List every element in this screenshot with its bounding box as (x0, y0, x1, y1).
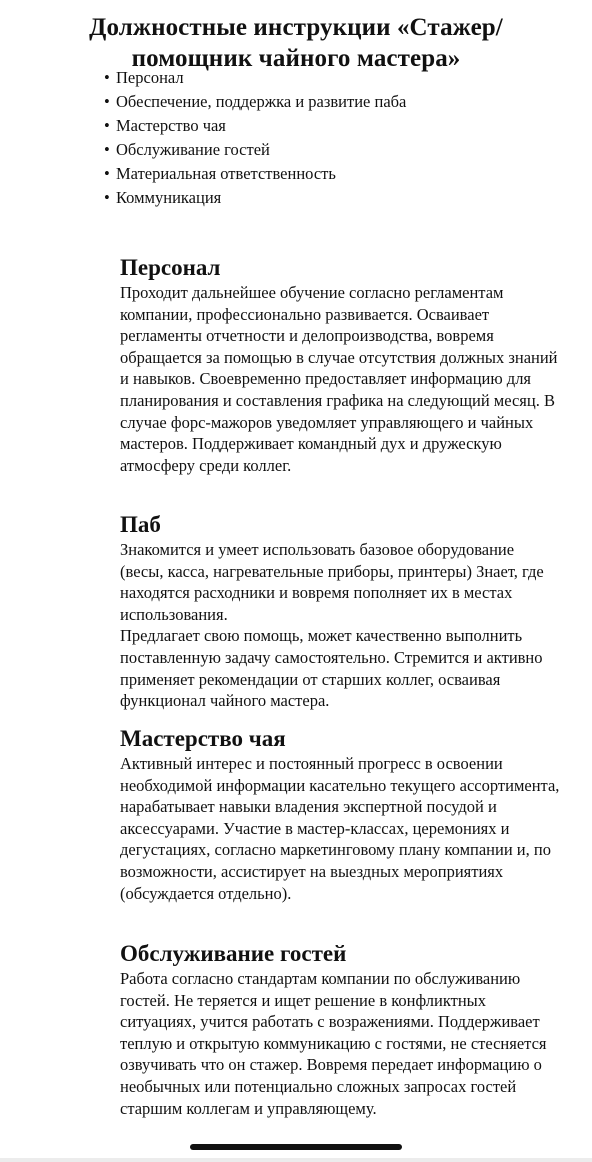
section-heading: Обслуживание гостей (120, 941, 347, 966)
toc-item-pub-support: • Обеспечение, поддержка и развитие паба (104, 90, 406, 114)
section-paragraph: Предлагает свою помощь, может качественно выполнить поставленную задачу самостоятельно. Стремится и активно применяет рекомендации от старших коллег, осваивая функционал чайного мастера. (120, 626, 543, 711)
document-title: Должностные инструкции «Стажер/ помощник чайного мастера» (89, 14, 503, 72)
section-pub (120, 511, 560, 712)
toc-item-communication: • Коммуникация (104, 186, 406, 210)
toc-item-personnel: • Персонал (104, 66, 406, 90)
section-personnel (120, 254, 560, 476)
section-heading: Паб (120, 512, 161, 537)
section-guest-service (120, 940, 560, 1119)
table-of-contents (104, 66, 406, 210)
section-heading: Мастерство чая (120, 726, 286, 751)
toc-item-material-responsibility: • Материальная ответственность (104, 162, 406, 186)
section-paragraph: Работа согласно стандартам компании по обслуживанию гостей. Не теряется и ищет решение в конфликтных ситуациях, учится работать с возражениями. Поддерживает теплую и открытую коммуникацию с гостями, не стесняется озвучивать что он стажер. Вовремя передает информацию о необычных или потенциально сложных запросах гостей старшим коллегам и управляющему. (120, 969, 547, 1118)
toc-item-tea-mastery: • Мастерство чая (104, 114, 406, 138)
section-heading: Персонал (120, 255, 221, 280)
home-indicator[interactable] (190, 1144, 402, 1150)
section-tea-mastery (120, 725, 560, 904)
toc-item-guest-service: • Обслуживание гостей (104, 138, 406, 162)
bottom-edge (0, 1158, 592, 1162)
section-paragraph: Проходит дальнейшее обучение согласно регламентам компании, профессионально развивается. Осваивает регламенты отчетности и делопроизводства, вовремя обращается за помощью в случае отсутствия должных знаний и навыков. Своевременно предоставляет информацию для планирования и составления графика на следующий месяц. В случае форс-мажоров уведомляет управляющего и чайных мастеров. Поддерживает командный дух и дружескую атмосферу среди коллег. (120, 283, 558, 475)
section-paragraph: Знакомится и умеет использовать базовое оборудование (весы, касса, нагревательные приборы, принтеры) Знает, где находятся расходники и вовремя пополняет их в местах использования. (120, 540, 544, 624)
section-paragraph: Активный интерес и постоянный прогресс в освоении необходимой информации касательно текущего ассортимента, нарабатывает навыки владения экспертной посудой и аксессуарами. Участие в мастер-классах, церемониях и дегустациях, согласно маркетинговому плану компании и, по возможности, ассистирует на выездных мероприятиях (обсуждается отдельно). (120, 754, 560, 903)
